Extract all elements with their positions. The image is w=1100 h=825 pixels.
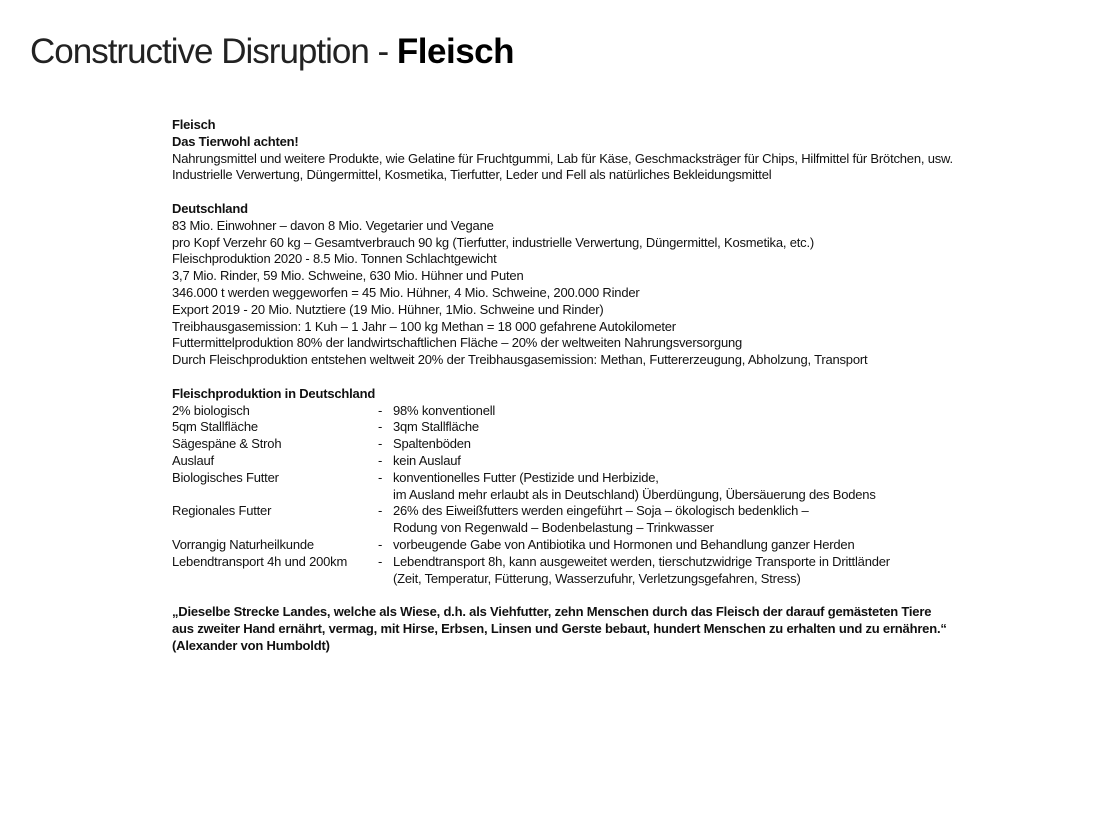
comparison-right-line: konventionelles Futter (Pestizide und Herbizide, — [393, 469, 659, 485]
comparison-right-line: (Zeit, Temperatur, Fütterung, Wasserzufuhr, Verletzungsgefahren, Stress) — [393, 570, 801, 586]
title-prefix: Constructive Disruption - — [30, 32, 397, 71]
germany-fact: 83 Mio. Einwohner – davon 8 Mio. Vegetarier und Vegane — [172, 217, 494, 233]
intro-line: Nahrungsmittel und weitere Produkte, wie Gelatine für Fruchtgummi, Lab für Käse, Geschmacksträger für Chips, Hilfmittel für Brötchen, usw. — [172, 150, 953, 166]
comparison-right — [393, 470, 1072, 504]
comparison-right-line: vorbeugende Gabe von Antibiotika und Hormonen und Behandlung ganzer Herden — [393, 536, 855, 552]
germany-fact: pro Kopf Verzehr 60 kg – Gesamtverbrauch 90 kg (Tierfutter, industrielle Verwertung, Düngermittel, Kosmetika, etc.) — [172, 234, 814, 250]
intro-subheading: Das Tierwohl achten! — [172, 133, 299, 149]
page-title — [30, 28, 514, 76]
germany-fact: Treibhausgasemission: 1 Kuh – 1 Jahr – 100 kg Methan = 18 000 gefahrene Autokilometer — [172, 318, 676, 334]
humboldt-quote — [172, 604, 1072, 654]
comparison-right-line: im Ausland mehr erlaubt als in Deutschland) Überdüngung, Übersäuerung des Bodens — [393, 486, 876, 502]
comparison-right-line: 3qm Stallfläche — [393, 419, 479, 435]
comparison-left: Biologisches Futter — [172, 469, 279, 485]
comparison-row — [172, 503, 1072, 537]
comparison-left: 5qm Stallfläche — [172, 419, 258, 435]
comparison-right — [393, 554, 1072, 588]
intro-heading: Fleisch — [172, 117, 216, 132]
comparison-dash: - — [378, 503, 383, 519]
germany-fact: 3,7 Mio. Rinder, 59 Mio. Schweine, 630 Mio. Hühner und Puten — [172, 268, 524, 284]
production-section — [172, 386, 1072, 588]
quote-line: aus zweiter Hand ernährt, vermag, mit Hirse, Erbsen, Linsen und Gerste bebaut, hundert Menschen zu erhalten und zu ernähren.“ — [172, 620, 947, 636]
comparison-right — [393, 453, 1072, 470]
comparison-left: Auslauf — [172, 452, 214, 468]
comparison-dash: - — [378, 419, 383, 435]
comparison-right-line: kein Auslauf — [393, 452, 461, 468]
comparison-dash: - — [378, 536, 383, 552]
production-heading: Fleischproduktion in Deutschland — [172, 385, 376, 401]
spacer — [172, 184, 1072, 201]
comparison-row — [172, 419, 1072, 436]
comparison-right — [393, 419, 1072, 436]
comparison-right-line: Spaltenböden — [393, 436, 471, 452]
comparison-row — [172, 554, 1072, 588]
comparison-row — [172, 453, 1072, 470]
spacer — [172, 369, 1072, 386]
comparison-dash: - — [378, 469, 383, 485]
comparison-right-line: Rodung von Regenwald – Bodenbelastung – Trinkwasser — [393, 520, 714, 536]
germany-fact: Export 2019 - 20 Mio. Nutztiere (19 Mio. Hühner, 1Mio. Schweine und Rinder) — [172, 301, 604, 317]
comparison-left: Regionales Futter — [172, 503, 272, 519]
comparison-right — [393, 537, 1072, 554]
comparison-right — [393, 436, 1072, 453]
comparison-right-line: 26% des Eiweißfutters werden eingeführt – Soja – ökologisch bedenklich – — [393, 503, 809, 519]
title-topic: Fleisch — [396, 32, 515, 71]
comparison-right-line: Lebendtransport 8h, kann ausgeweitet werden, tierschutzwidrige Transporte in Drittländer — [393, 553, 890, 569]
spacer — [172, 587, 1072, 604]
germany-fact: 346.000 t werden weggeworfen = 45 Mio. Hühner, 4 Mio. Schweine, 200.000 Rinder — [172, 284, 640, 300]
intro-line: Industrielle Verwertung, Düngermittel, Kosmetika, Tierfutter, Leder und Fell als natürliches Bekleidungsmittel — [172, 167, 772, 183]
comparison-left: Sägespäne & Stroh — [172, 436, 282, 452]
comparison-left: 2% biologisch — [172, 402, 250, 418]
germany-fact: Fleischproduktion 2020 - 8.5 Mio. Tonnen Schlachtgewicht — [172, 251, 497, 267]
comparison-left: Lebendtransport 4h und 200km — [172, 553, 348, 569]
comparison-right-line: 98% konventionell — [393, 402, 496, 418]
comparison-dash: - — [378, 553, 383, 569]
quote-attribution: (Alexander von Humboldt) — [172, 637, 330, 653]
comparison-right — [393, 503, 1072, 537]
slide-content — [172, 117, 1072, 655]
comparison-left: Vorrangig Naturheilkunde — [172, 536, 314, 552]
quote-line: „Dieselbe Strecke Landes, welche als Wiese, d.h. als Viehfutter, zehn Menschen durch das Fleisch der darauf gemästeten Tiere — [172, 604, 932, 620]
germany-heading: Deutschland — [172, 200, 248, 216]
germany-fact: Futtermittelproduktion 80% der landwirtschaftlichen Fläche – 20% der weltweiten Nahrungsversorgung — [172, 335, 743, 351]
comparison-row — [172, 436, 1072, 453]
intro-section — [172, 117, 1072, 184]
comparison-dash: - — [378, 402, 383, 418]
germany-fact: Durch Fleischproduktion entstehen weltweit 20% der Treibhausgasemission: Methan, Futtererzeugung, Abholzung, Transport — [172, 352, 868, 368]
comparison-row — [172, 537, 1072, 554]
comparison-right — [393, 403, 1072, 420]
germany-section — [172, 201, 1072, 369]
comparison-row — [172, 403, 1072, 420]
comparison-dash: - — [378, 452, 383, 468]
comparison-dash: - — [378, 436, 383, 452]
comparison-row — [172, 470, 1072, 504]
